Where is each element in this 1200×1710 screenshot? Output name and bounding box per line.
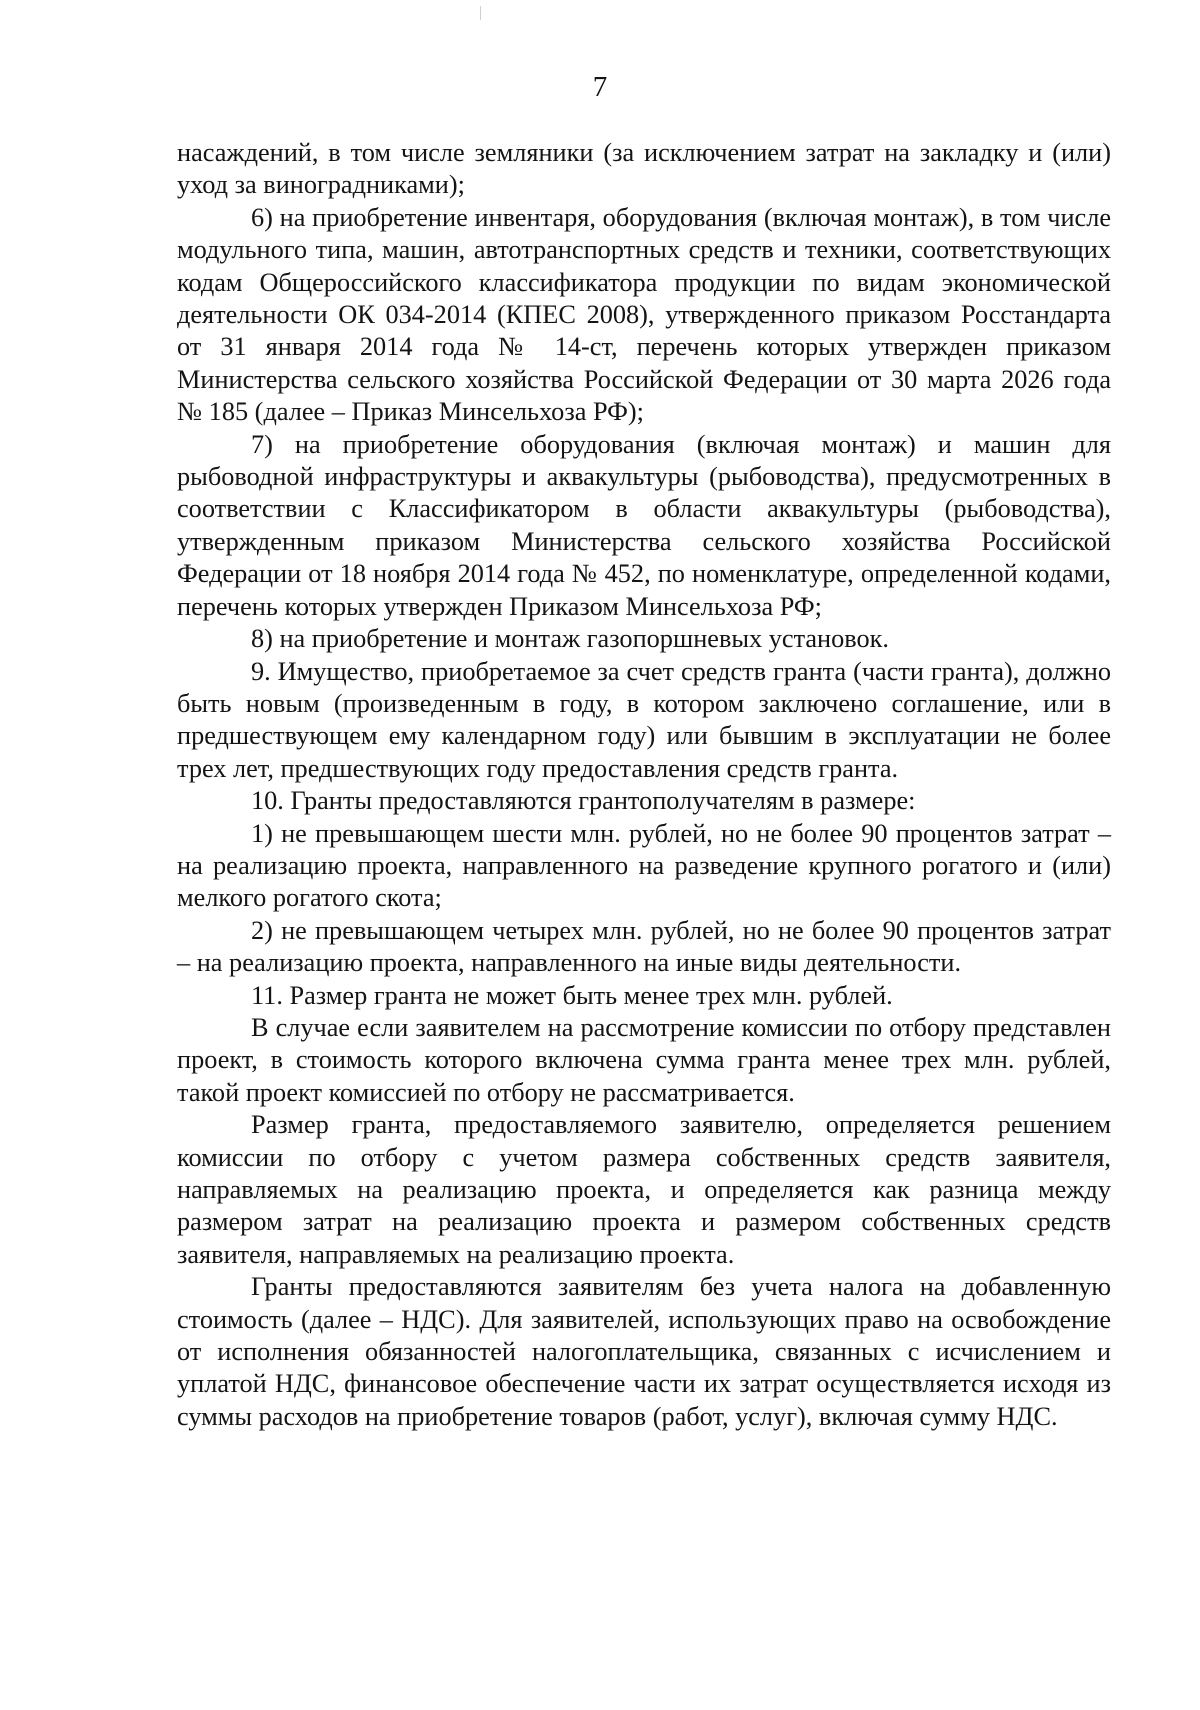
paragraph-section-10-item-2: 2) не превышающем четырех млн. рублей, но не более 90 процентов затрат – на реализацию проекта, направленного на иные виды деятельности. — [177, 915, 1111, 978]
paragraph-continuation: насаждений, в том числе земляники (за исключением затрат на закладку и (или) уход за виноградниками); — [177, 138, 1111, 200]
paragraph-section-10-item-1: 1) не превышающем шести млн. рублей, но не более 90 процентов затрат – на реализацию проекта, направленного на разведение крупного рогатого и (или) мелкого рогатого скота; — [177, 818, 1111, 913]
paragraph-grant-size: Размер гранта, предоставляемого заявителю, определяется решением комиссии по отбору с учетом размера собственных средств заявителя, направляемых на реализацию проекта, и определяется как разница между размером затрат на реализацию проекта и размером собственных средств заявителя, направляемых на реализацию проекта. — [177, 1110, 1111, 1269]
paragraph-section-11: 11. Размер гранта не может быть менее трех млн. рублей. — [251, 980, 893, 1010]
paragraph-section-10: 10. Гранты предоставляются грантополучателям в размере: — [251, 786, 916, 816]
paragraph-vat: Гранты предоставляются заявителям без учета налога на добавленную стоимость (далее – НДС). Для заявителей, использующих право на освобождение от исполнения обязанностей налогоплательщика, связанных с исчислением и уплатой НДС, финансовое обеспечение части их затрат осуществляется исходя из суммы расходов на приобретение товаров (работ, услуг), включая сумму НДС. — [177, 1272, 1111, 1431]
paragraph-item-6: 6) на приобретение инвентаря, оборудования (включая монтаж), в том числе модульного типа, машин, автотранспортных средств и техники, соответствующих кодам Общероссийского классификатора продукции по видам экономической деятельности ОК 034-2014 (КПЕС 2008), утвержденного приказом Росстандарта от 31 января 2014 года № 14-ст, перечень которых утвержден приказом Министерства сельского хозяйства Российской Федерации от 30 марта 2026 года № 185 (далее – Приказ Минсельхоза РФ); — [177, 202, 1111, 427]
page-number: 7 — [592, 71, 608, 103]
paragraph-item-8: 8) на приобретение и монтаж газопоршневых установок. — [251, 624, 890, 654]
paragraph-item-7: 7) на приобретение оборудования (включая монтаж) и машин для рыбоводной инфраструктуры и аквакультуры (рыбоводства), предусмотренных в соответствии с Классификатором в области аквакультуры (рыбоводства), утвержденным приказом Министерства сельского хозяйства Российской Федерации от 18 ноября 2014 года № 452, по номенклатуре, определенной кодами, перечень которых утвержден Приказом Минсельхоза РФ; — [177, 429, 1111, 621]
scan-mark — [480, 6, 481, 20]
paragraph-below-minimum: В случае если заявителем на рассмотрение комиссии по отбору представлен проект, в стоимость которого включена сумма гранта менее трех млн. рублей, такой проект комиссией по отбору не рассматривается. — [177, 1012, 1111, 1107]
document-body — [177, 137, 1111, 1433]
paragraph-section-9: 9. Имущество, приобретаемое за счет средств гранта (части гранта), должно быть новым (произведенным в году, в котором заключено соглашение, или в предшествующем ему календарном году) или бывшим в эксплуатации не более трех лет, предшествующих году предоставления средств гранта. — [177, 656, 1111, 783]
